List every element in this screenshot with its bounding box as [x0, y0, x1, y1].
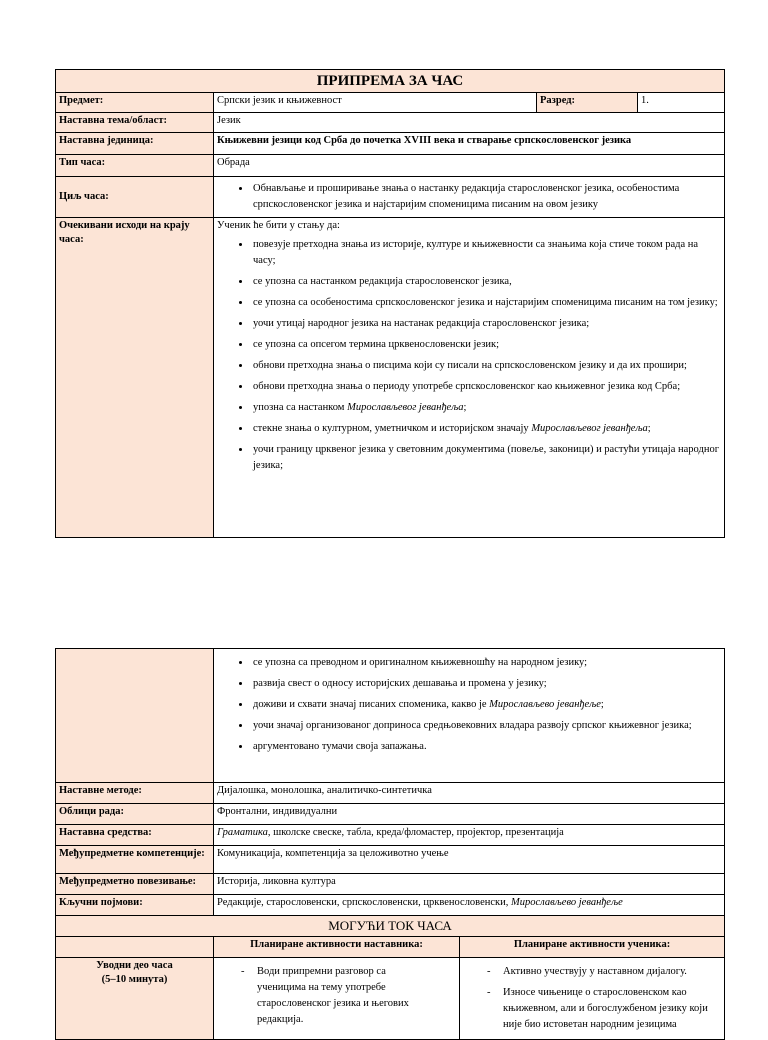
- outcome-item: [251, 400, 721, 416]
- correlation-label: Међупредметно повезивање:: [56, 874, 214, 895]
- outcome-italic: Мирослављево јеванђеље: [489, 699, 601, 710]
- competences-value: Комуникација, компетенција за целоживотно учење: [214, 846, 725, 874]
- teacher-activity-item: - Води припремни разговор са ученицима на тему употребе старословенског језика и његових редакција.: [255, 964, 426, 1028]
- outcome-item: • аргументовано тумачи своја запажања.: [251, 739, 721, 755]
- means-italic: Граматика: [217, 827, 268, 838]
- outcome-item: • уочи утицај народног језика на настанак редакција старословенског језика;: [251, 316, 721, 332]
- subject-label: Предмет:: [56, 93, 214, 113]
- forms-value: Фронтални, индивидуални: [214, 804, 725, 825]
- outcome-item: • обнови претходна знања о периоду употребе српскословенског као књижевног језика код Срба;: [251, 379, 721, 395]
- student-activities: [460, 958, 725, 1040]
- outcome-item: [251, 421, 721, 437]
- forms-label: Облици рада:: [56, 804, 214, 825]
- keywords-value: [214, 895, 725, 916]
- outcome-item: • се упозна са опсегом термина црквенословенски језик;: [251, 337, 721, 353]
- keywords-text: Редакције, старословенски, српскословенски, црквенословенски,: [217, 897, 511, 908]
- type-value: Обрада: [214, 155, 725, 177]
- outcome-italic: Мирослављевог јеванђеља: [531, 423, 648, 434]
- outcome-text: доживи и схвати значај писаних споменика, какво је: [253, 699, 490, 710]
- flow-title: МОГУЋИ ТОК ЧАСА: [56, 916, 725, 937]
- unit-value: Књижевни језици код Срба до почетка XVIII века и стварање српскословенског језика: [214, 133, 725, 155]
- page-title: ПРИПРЕМА ЗА ЧАС: [56, 70, 725, 93]
- grade-label: Разред:: [537, 93, 638, 113]
- student-activity-item: - Активно учествују у наставном дијалогу.: [501, 964, 721, 980]
- unit-label: Наставна јединица:: [56, 133, 214, 155]
- outcome-item: • се упозна са преводном и оригиналном књижевношћу на народном језику;: [251, 655, 721, 671]
- correlation-value: Историја, ликовна култура: [214, 874, 725, 895]
- goal-text: • Обнављање и проширивање знања о настанку редакција старословенског језика, особеностима српскословенског језика и најстаријим споменицима писаним на овом језику: [251, 181, 721, 213]
- outcome-item: • развија свест о односу историјских дешавања и промена у језику;: [251, 676, 721, 692]
- outcome-item: • повезује претходна знања из историје, културе и књижевности са знањима која стиче током рада на часу;: [251, 237, 721, 269]
- outcome-italic: Мирослављевог јеванђеља: [347, 402, 464, 413]
- competences-label: Међупредметне компетенције:: [56, 846, 214, 874]
- outcome-text: стекне знања о културном, уметничком и историјском значају: [253, 423, 532, 434]
- outcomes-intro: Ученик ће бити у стању да:: [217, 220, 340, 231]
- outcome-item: [251, 697, 721, 713]
- student-header: Планиране активности ученика:: [460, 937, 725, 958]
- outcome-text: упозна са настанком: [253, 402, 348, 413]
- goal-cell: [214, 177, 725, 218]
- outcome-item: • уочи границу црквеног језика у световним документима (повеље, законици) и растући утицаја народног језика;: [251, 442, 721, 474]
- outcomes-cont-label: [56, 649, 214, 783]
- outcome-item: • обнови претходна знања о писцима који су писали на српскословенском језику и да их прошири;: [251, 358, 721, 374]
- methods-label: Наставне методе:: [56, 783, 214, 804]
- student-activity-item: - Износе чињенице о старословенском као књижевном, али и богослужбеном језику који ниje био истоветан народним језицима: [501, 985, 721, 1033]
- theme-value: Језик: [214, 113, 725, 133]
- teacher-activities: [214, 958, 460, 1040]
- type-label: Тип часа:: [56, 155, 214, 177]
- outcomes-cell: [214, 218, 725, 538]
- theme-label: Наставна тема/област:: [56, 113, 214, 133]
- outcome-text: ;: [600, 699, 604, 710]
- intro-time: (5–10 минута): [101, 974, 168, 985]
- means-value: [214, 825, 725, 846]
- outcomes-label: [56, 218, 214, 538]
- outcomes-label-text: Очекивани исходи на крају часа:: [59, 220, 190, 245]
- lesson-plan-table-page1: [55, 69, 725, 538]
- outcome-text: ;: [647, 423, 651, 434]
- intro-label: Уводни део часа: [96, 960, 173, 971]
- outcomes-cont-cell: [214, 649, 725, 783]
- outcome-item: • уочи значај организованог доприноса средњовековних владара развоју српског књижевног језика;: [251, 718, 721, 734]
- means-label: Наставна средства:: [56, 825, 214, 846]
- outcome-item: • се упозна са особеностима српскословенског језика и најстаријим споменицима писаним на том језику;: [251, 295, 721, 311]
- grade-value: 1.: [638, 93, 725, 113]
- outcome-text: ;: [463, 402, 467, 413]
- keywords-italic: Мирослављево јеванђеље: [511, 897, 623, 908]
- outcome-item: • се упозна са настанком редакција старословенског језика,: [251, 274, 721, 290]
- methods-value: Дијалошка, монолошка, аналитичко-синтетичка: [214, 783, 725, 804]
- means-text: , школске свеске, табла, креда/фломастер, пројектор, презентација: [267, 827, 564, 838]
- flow-empty-header: [56, 937, 214, 958]
- intro-cell: [56, 958, 214, 1040]
- teacher-header: Планиране активности наставника:: [214, 937, 460, 958]
- keywords-label: Кључни појмови:: [56, 895, 214, 916]
- lesson-plan-table-page2: [55, 648, 725, 1040]
- subject-value: Српски језик и књижевност: [214, 93, 537, 113]
- goal-label: Циљ часа:: [56, 177, 214, 218]
